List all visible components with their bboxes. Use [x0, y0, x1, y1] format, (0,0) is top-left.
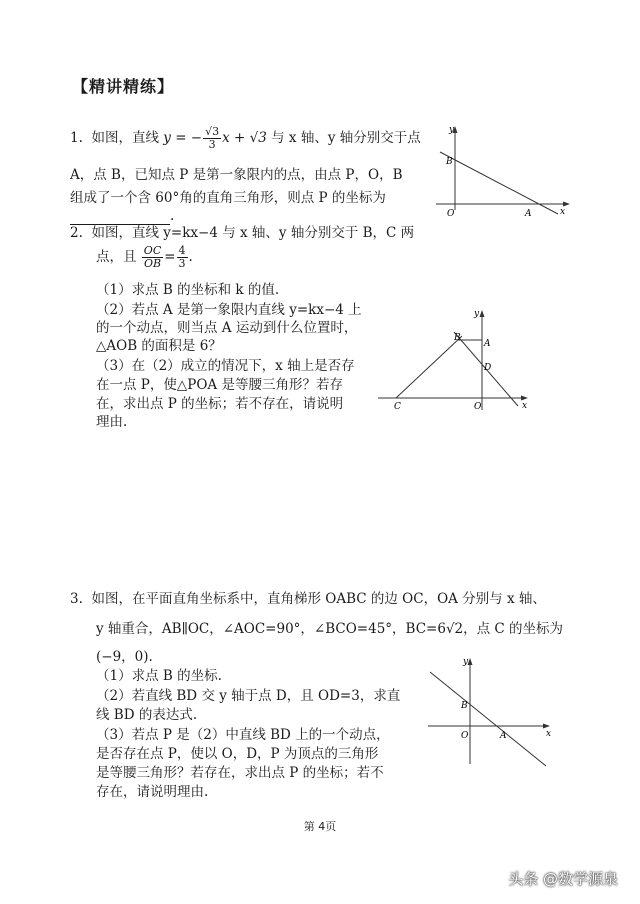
- q1-line-3: 组成了一个含 60°角的直角三角形，则点 P 的坐标为: [70, 190, 386, 206]
- q1-line-2: A，点 B，已知点 P 是第一象限内的点，由点 P，O，B: [70, 167, 403, 183]
- q2-part-3c: 在，求出点 P 的坐标；若不存在，请说明: [96, 396, 344, 412]
- q1-number: 1.: [70, 130, 83, 146]
- q2-part-2b: 的一个动点，则当点 A 运动到什么位置时，: [96, 320, 358, 336]
- q3-part-1: （1）求点 B 的坐标.: [96, 668, 222, 684]
- fig2-label-O: O: [474, 402, 482, 412]
- q3-part-2b: 线 BD 的表达式.: [96, 707, 198, 723]
- fig3-label-O: O: [461, 731, 469, 741]
- q2-number: 2.: [70, 225, 83, 241]
- page-number: 第 4页: [303, 820, 337, 833]
- q2-part-3b: 在一点 P，使△POA 是等腰三角形？若存: [96, 377, 343, 393]
- fig2-label-A: A: [484, 339, 491, 349]
- fig1-label-A: A: [525, 209, 532, 218]
- q2-line-1: 如图，直线 y=kx−4 与 x 轴、y 轴分别交于 B，C 两: [91, 225, 415, 241]
- fig1-x-arrow-icon: [563, 202, 570, 207]
- q3-part-2a: （2）若直线 BD 交 y 轴于点 D，且 OD=3，求直: [96, 688, 401, 704]
- q2-part-3a: （3）在（2）成立的情况下，x 轴上是否存: [96, 358, 355, 374]
- q1-text: 如图，直线: [91, 130, 159, 146]
- fig2-label-x: x: [522, 401, 528, 411]
- q3-number: 3.: [70, 591, 83, 607]
- q2-part-1: （1）求点 B 的坐标和 k 的值.: [96, 282, 280, 298]
- q2-part-3d: 理由.: [96, 414, 128, 430]
- fig3-label-x: x: [546, 729, 552, 739]
- q3-part-3d: 存在，请说明理由.: [96, 784, 209, 800]
- fig1-label-x: x: [560, 207, 566, 217]
- watermark: 头条 @数学源泉: [508, 870, 618, 888]
- fig2-label-y: y: [474, 309, 480, 319]
- figure-3: [420, 652, 560, 772]
- fig1-label-B: B: [446, 157, 453, 167]
- fig1-label-y: y: [449, 125, 455, 135]
- q3-line-1: 如图，在平面直角坐标系中，直角梯形 OABC 的边 OC，OA 分别与 x 轴、: [91, 591, 546, 607]
- fig2-label-C: C: [394, 402, 401, 412]
- fig2-label-B: B: [454, 333, 461, 343]
- fig2-label-D: D: [484, 363, 492, 373]
- q2-fraction-4-3: $\frac{4}{3}$: [178, 244, 186, 270]
- q2-part-2c: △AOB 的面积是 6？: [96, 338, 222, 354]
- fig3-y-arrow-icon: [468, 658, 473, 665]
- q3-part-3b: 是否存在点 P，使以 O，D，P 为顶点的三角形: [96, 746, 379, 762]
- q1-equation-lhs: y = −: [163, 130, 203, 146]
- q3-part-3a: （3）若点 P 是（2）中直线 BD 上的一个动点，: [96, 727, 390, 743]
- q3-line-3: (−9，0).: [96, 649, 153, 665]
- fig3-label-B: B: [461, 701, 468, 711]
- q3-part-3c: 是等腰三角形？若存在，求出点 P 的坐标；若不: [96, 765, 384, 781]
- q3-line-2: y 轴重合，AB∥OC，∠AOC=90°，∠BCO=45°，BC=6√2，点 C 的坐标为: [96, 621, 564, 637]
- fig1-line: [440, 152, 558, 214]
- fig2-line-cb: [396, 336, 462, 398]
- fig1-label-O: O: [447, 209, 455, 218]
- q1-fraction: $\frac{√3}{3}$: [205, 125, 220, 151]
- fig3-label-y: y: [463, 657, 469, 667]
- figure-1: [428, 118, 578, 218]
- fig3-label-A: A: [500, 731, 507, 741]
- q1-answer-line: .: [70, 207, 174, 225]
- q2-part-2a: （2）若点 A 是第一象限内直线 y=kx−4 上: [96, 302, 362, 318]
- section-title: 【精讲精练】: [72, 77, 175, 96]
- answer-blank[interactable]: [70, 210, 170, 225]
- q2-fraction-oc-ob: $\frac{OC}{OB}$: [143, 244, 162, 270]
- fig3-x-arrow-icon: [543, 724, 550, 729]
- fig2-x-arrow-icon: [521, 396, 528, 401]
- q1-equation-rhs: x + √3: [222, 130, 267, 146]
- figure-2: [370, 306, 540, 418]
- fig3-line: [430, 672, 546, 766]
- q2-line-2: 点，且 $\frac{OC}{OB}$ = $\frac{4}{3}$ .: [96, 244, 193, 270]
- fig2-y-arrow-icon: [480, 310, 485, 317]
- q1-text-b: 与 x 轴、y 轴分别交于点: [271, 130, 421, 146]
